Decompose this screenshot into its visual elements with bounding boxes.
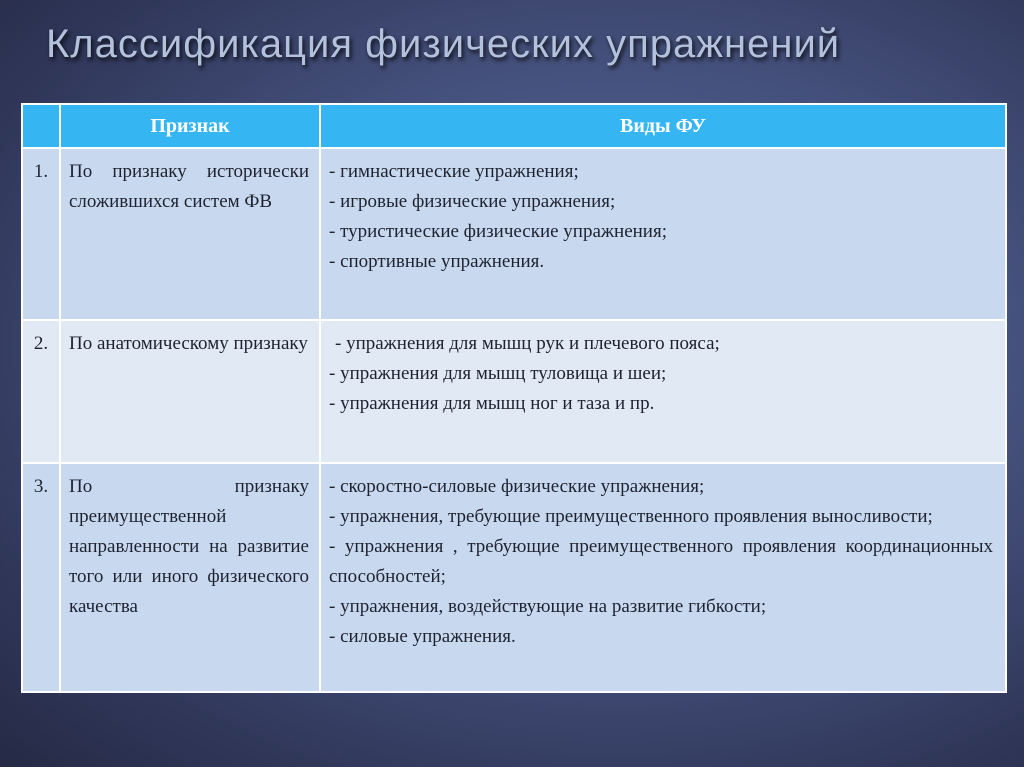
row-number: 2. xyxy=(22,320,60,463)
kind-item: - скоростно-силовые физические упражнения; xyxy=(329,476,705,497)
classification-table xyxy=(21,103,1007,693)
kind-item: - силовые упражнения. xyxy=(329,626,516,647)
kind-item: - упражнения, требующие преимущественного проявления выносливости; xyxy=(329,506,933,527)
kind-item: - туристические физические упражнения; xyxy=(329,221,667,242)
kind-item: - упражнения для мышц рук и плечевого пояса; xyxy=(335,333,720,354)
kind-item: - гимнастические упражнения; xyxy=(329,161,579,182)
header-sign: Признак xyxy=(60,104,320,148)
table-row xyxy=(22,148,1006,320)
kind-item: - игровые физические упражнения; xyxy=(329,191,616,212)
table-row xyxy=(22,463,1006,692)
kind-item: - упражнения, воздействующие на развитие гибкости; xyxy=(329,596,767,617)
row-sign: По признаку преимущественной направленности на развитие того или иного физического качества xyxy=(60,463,320,692)
row-sign: По признаку исторически сложившихся систем ФВ xyxy=(60,148,320,320)
row-number: 1. xyxy=(22,148,60,320)
row-sign: По анатомическому признаку xyxy=(60,320,320,463)
table-row xyxy=(22,320,1006,463)
header-number xyxy=(22,104,60,148)
row-kinds xyxy=(320,320,1006,463)
header-kinds: Виды ФУ xyxy=(320,104,1006,148)
kind-item: - упражнения для мышц туловища и шеи; xyxy=(329,363,667,384)
row-kinds xyxy=(320,148,1006,320)
kind-item: - упражнения для мышц ног и таза и пр. xyxy=(329,393,655,414)
kind-item: - спортивные упражнения. xyxy=(329,251,545,272)
slide-title: Классификация физических упражнений xyxy=(46,22,841,66)
row-kinds xyxy=(320,463,1006,692)
kind-item: - упражнения , требующие преимущественного проявления координационных способностей; xyxy=(329,536,993,587)
row-number: 3. xyxy=(22,463,60,692)
table-header-row xyxy=(22,104,1006,148)
